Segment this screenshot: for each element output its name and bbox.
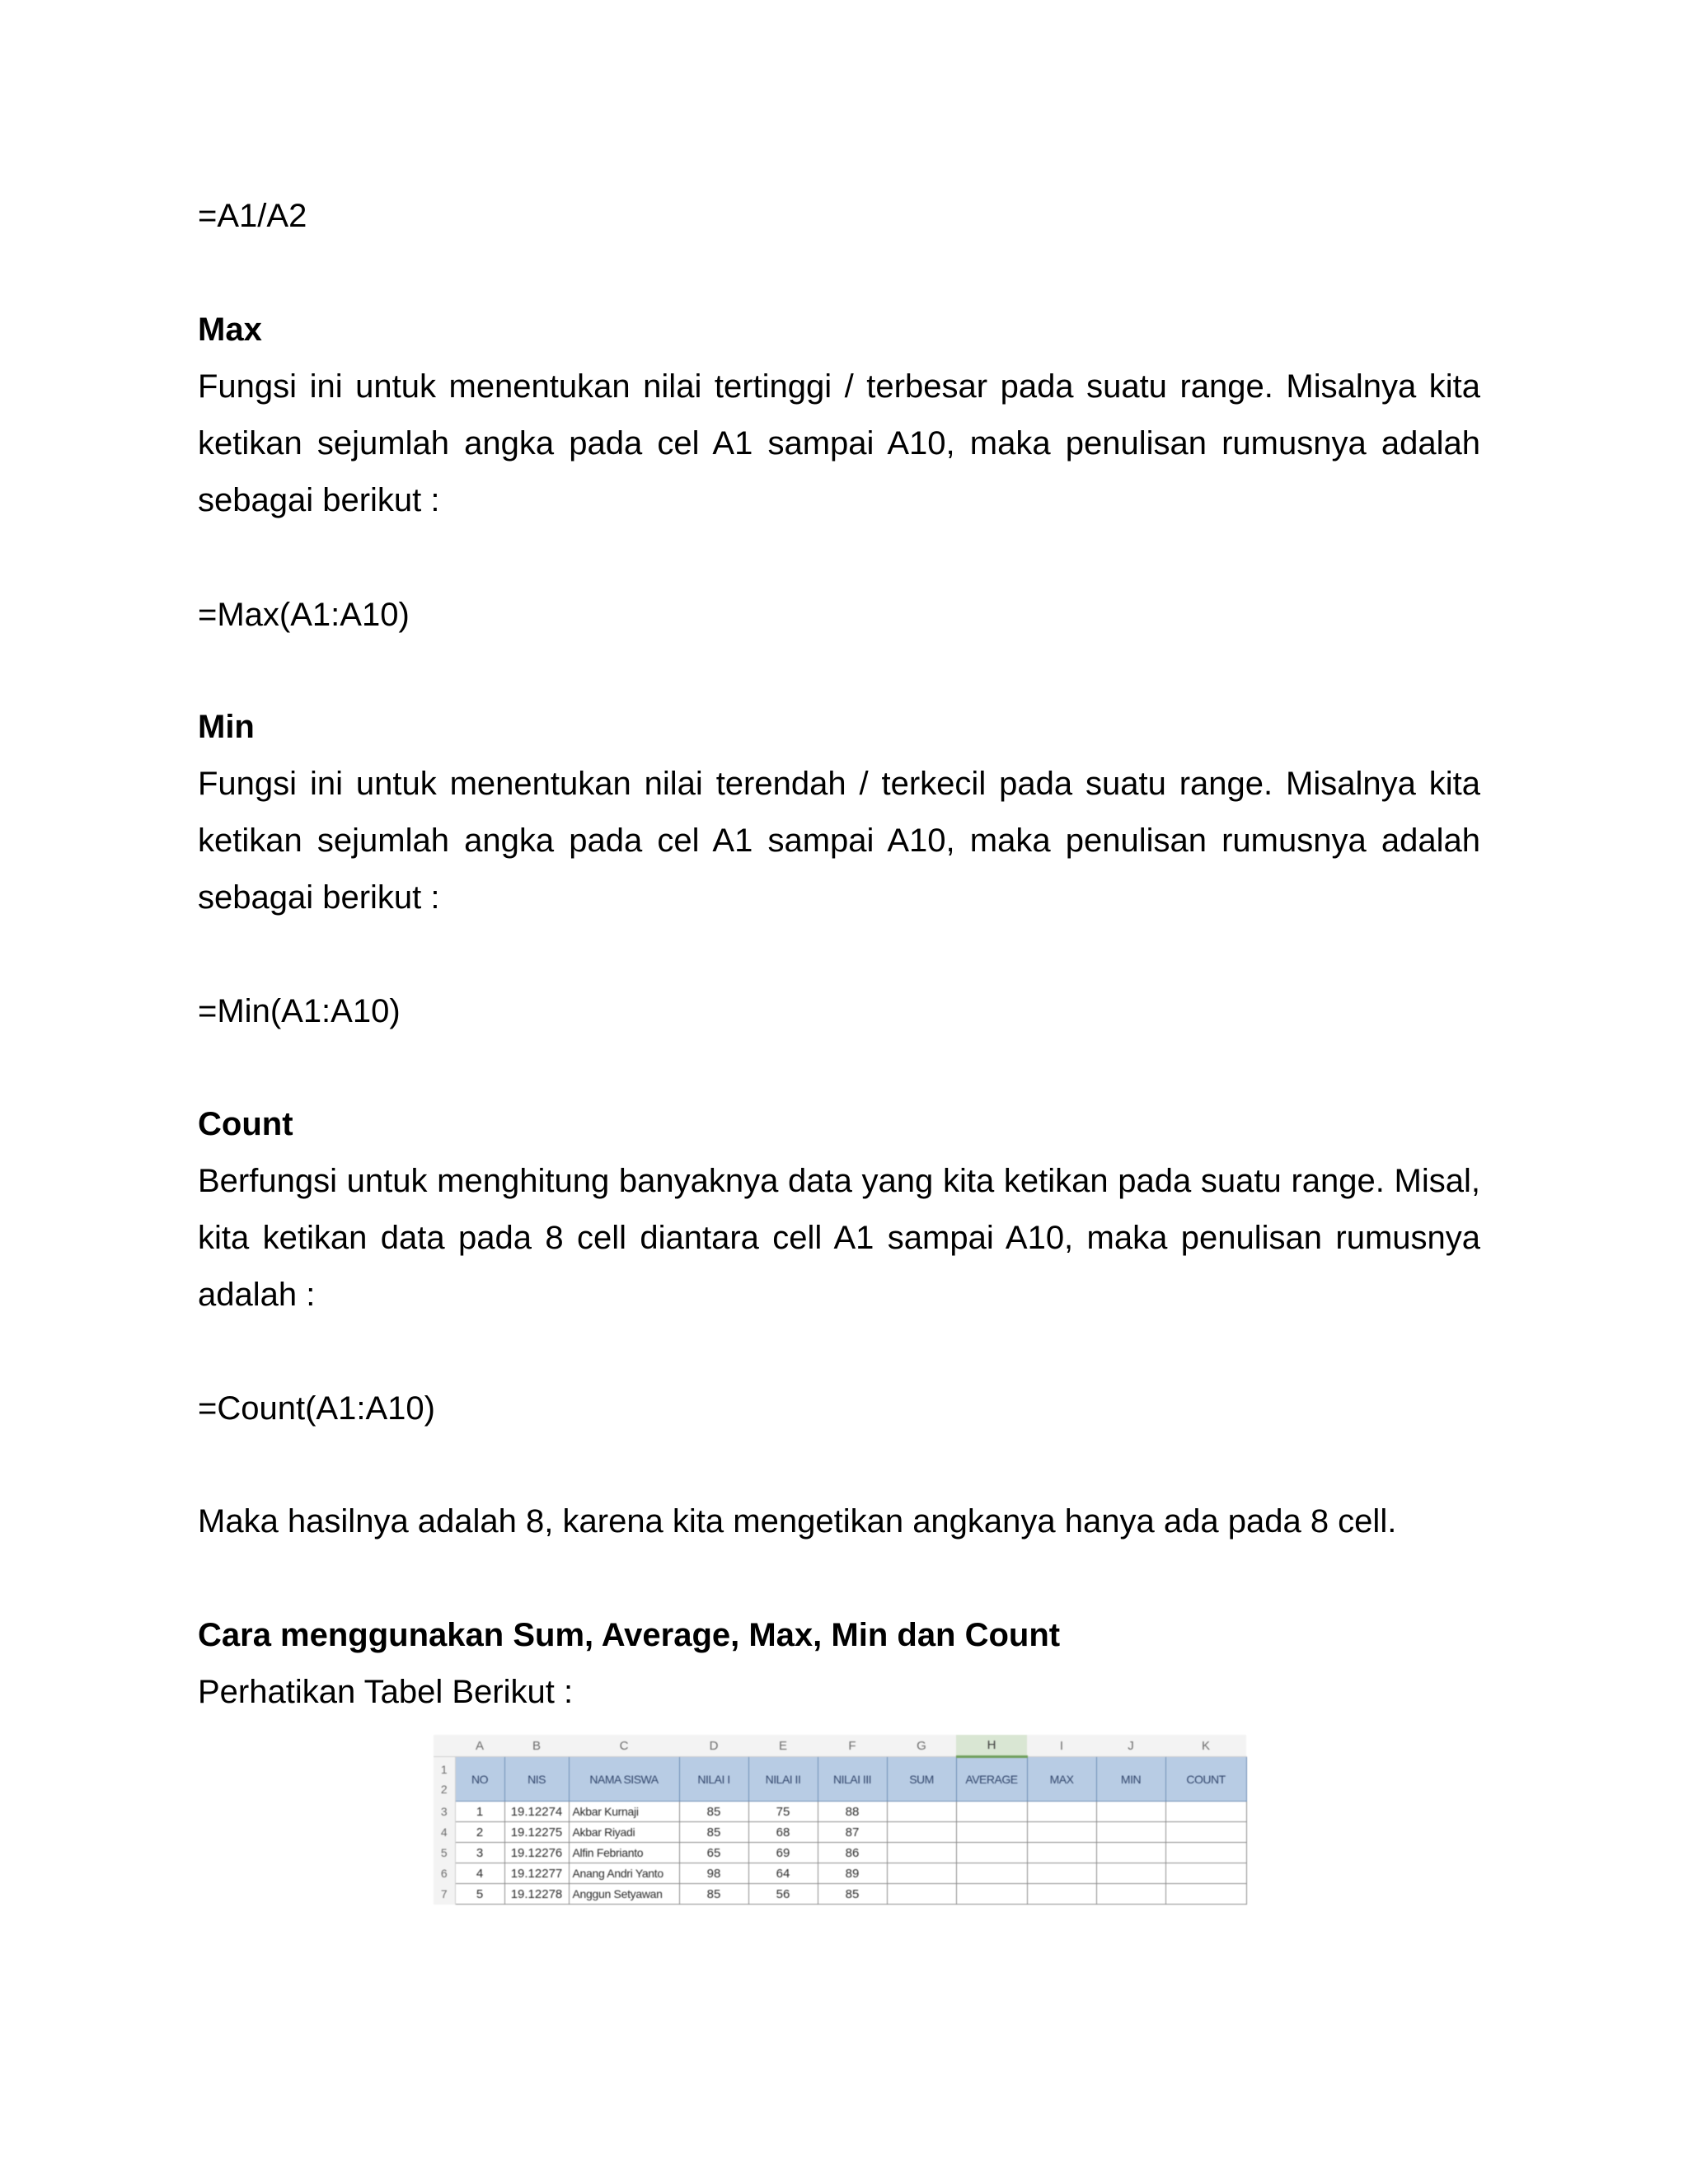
corner-cell: [434, 1735, 455, 1757]
table-cell: [1096, 1863, 1165, 1884]
table-cell: Akbar Riyadi: [569, 1822, 679, 1843]
table-cell: 68: [748, 1822, 818, 1843]
header-cell: NIS: [504, 1757, 569, 1802]
max-section: [198, 302, 1480, 529]
table-cell: 19.12275: [504, 1822, 569, 1843]
column-letter-selected: H: [956, 1735, 1027, 1757]
table-cell: [1027, 1863, 1096, 1884]
table-row: [434, 1863, 1246, 1884]
table-cell: [1165, 1822, 1246, 1843]
table-cell: [1096, 1822, 1165, 1843]
table-cell: 87: [818, 1822, 887, 1843]
count-result-block: [198, 1493, 1480, 1550]
table-cell: 19.12274: [504, 1802, 569, 1822]
table-cell: [887, 1822, 956, 1843]
table-cell: 75: [748, 1802, 818, 1822]
min-paragraph: Fungsi ini untuk menentukan nilai terendah / terkecil pada suatu range. Misalnya kita ketikan sejumlah angka pada cel A1 sampai A10, maka penulisan rumusnya adalah sebagai berikut :: [198, 766, 1480, 916]
min-heading: Min: [198, 709, 255, 745]
header-cell: NILAI III: [818, 1757, 887, 1802]
column-letter: K: [1165, 1735, 1246, 1757]
table-cell: [887, 1863, 956, 1884]
spreadsheet-table: [434, 1735, 1247, 1905]
column-letter: E: [748, 1735, 818, 1757]
row-number: 7: [434, 1884, 455, 1905]
table-cell: 4: [455, 1863, 504, 1884]
table-cell: [956, 1822, 1027, 1843]
table-cell: [956, 1843, 1027, 1863]
column-letter: G: [887, 1735, 956, 1757]
table-cell: Alfin Febrianto: [569, 1843, 679, 1863]
table-cell: [956, 1802, 1027, 1822]
header-cell: SUM: [887, 1757, 956, 1802]
table-cell: 19.12277: [504, 1863, 569, 1884]
max-paragraph: Fungsi ini untuk menentukan nilai tertinggi / terbesar pada suatu range. Misalnya kita ketikan sejumlah angka pada cel A1 sampai A10, maka penulisan rumusnya adalah sebagai berikut :: [198, 368, 1480, 518]
howto-section: [198, 1607, 1480, 1721]
table-cell: 19.12276: [504, 1843, 569, 1863]
row-number: 3: [434, 1802, 455, 1822]
table-cell: 65: [679, 1843, 748, 1863]
table-cell: 2: [455, 1822, 504, 1843]
table-cell: [1027, 1884, 1096, 1905]
row-number: 6: [434, 1863, 455, 1884]
column-letters-row: [434, 1735, 1246, 1757]
table-row: [434, 1822, 1246, 1843]
table-cell: 64: [748, 1863, 818, 1884]
table-row: [434, 1843, 1246, 1863]
table-cell: Akbar Kurnaji: [569, 1802, 679, 1822]
count-formula-block: [198, 1380, 1480, 1437]
table-cell: [956, 1863, 1027, 1884]
table-row: [434, 1884, 1246, 1905]
table-cell: [887, 1884, 956, 1905]
table-cell: [1165, 1863, 1246, 1884]
table-cell: Anang Andri Yanto: [569, 1863, 679, 1884]
table-cell: 19.12278: [504, 1884, 569, 1905]
row-number: 2: [440, 1782, 448, 1796]
table-cell: 89: [818, 1863, 887, 1884]
header-cell: NILAI I: [679, 1757, 748, 1802]
table-cell: 88: [818, 1802, 887, 1822]
column-letter: A: [455, 1735, 504, 1757]
row-number: 4: [434, 1822, 455, 1843]
column-letter: C: [569, 1735, 679, 1757]
table-cell: 56: [748, 1884, 818, 1905]
table-cell: 69: [748, 1843, 818, 1863]
table-cell: 3: [455, 1843, 504, 1863]
table-cell: [1027, 1843, 1096, 1863]
table-cell: 85: [679, 1822, 748, 1843]
table-cell: [1165, 1843, 1246, 1863]
formula-text: =A1/A2: [198, 198, 307, 234]
table-cell: [1096, 1884, 1165, 1905]
header-cell: NILAI II: [748, 1757, 818, 1802]
count-result: Maka hasilnya adalah 8, karena kita mengetikan angkanya hanya ada pada 8 cell.: [198, 1503, 1397, 1540]
count-heading: Count: [198, 1106, 293, 1142]
column-letter: D: [679, 1735, 748, 1757]
spreadsheet-image: [434, 1735, 1246, 1916]
max-formula-block: [198, 587, 1480, 644]
table-cell: 1: [455, 1802, 504, 1822]
spreadsheet-body: [434, 1802, 1246, 1905]
row-number-pair: [434, 1757, 455, 1802]
header-cell: AVERAGE: [956, 1757, 1027, 1802]
table-cell: 5: [455, 1884, 504, 1905]
count-paragraph: Berfungsi untuk menghitung banyaknya data yang kita ketikan pada suatu range. Misal, kita ketikan data pada 8 cell diantara cell A1 sampai A10, maka penulisan rumusnya adalah :: [198, 1163, 1480, 1313]
header-cell: NO: [455, 1757, 504, 1802]
row-number: 5: [434, 1843, 455, 1863]
table-cell: [956, 1884, 1027, 1905]
header-cell: COUNT: [1165, 1757, 1246, 1802]
formula-division: [198, 188, 1480, 245]
table-cell: Anggun Setyawan: [569, 1884, 679, 1905]
column-letter: J: [1096, 1735, 1165, 1757]
row-number: 1: [440, 1762, 448, 1776]
header-cell: MAX: [1027, 1757, 1096, 1802]
min-formula: =Min(A1:A10): [198, 993, 401, 1029]
table-cell: 86: [818, 1843, 887, 1863]
table-cell: [1096, 1843, 1165, 1863]
table-cell: [1027, 1822, 1096, 1843]
table-cell: [1027, 1802, 1096, 1822]
table-intro: Perhatikan Tabel Berikut :: [198, 1674, 574, 1710]
max-formula: =Max(A1:A10): [198, 597, 410, 633]
column-letter: I: [1027, 1735, 1096, 1757]
header-cell: MIN: [1096, 1757, 1165, 1802]
table-cell: 98: [679, 1863, 748, 1884]
table-cell: 85: [679, 1802, 748, 1822]
table-cell: [1165, 1884, 1246, 1905]
max-heading: Max: [198, 312, 262, 348]
count-section: [198, 1096, 1480, 1324]
table-row: [434, 1802, 1246, 1822]
column-letter: F: [818, 1735, 887, 1757]
howto-heading: Cara menggunakan Sum, Average, Max, Min dan Count: [198, 1617, 1061, 1653]
table-cell: 85: [818, 1884, 887, 1905]
table-cell: 85: [679, 1884, 748, 1905]
min-section: [198, 699, 1480, 926]
table-cell: [887, 1802, 956, 1822]
min-formula-block: [198, 983, 1480, 1040]
header-cell: NAMA SISWA: [569, 1757, 679, 1802]
table-cell: [887, 1843, 956, 1863]
column-letter: B: [504, 1735, 569, 1757]
count-formula: =Count(A1:A10): [198, 1390, 435, 1427]
table-cell: [1096, 1802, 1165, 1822]
table-cell: [1165, 1802, 1246, 1822]
header-row: [434, 1757, 1246, 1802]
